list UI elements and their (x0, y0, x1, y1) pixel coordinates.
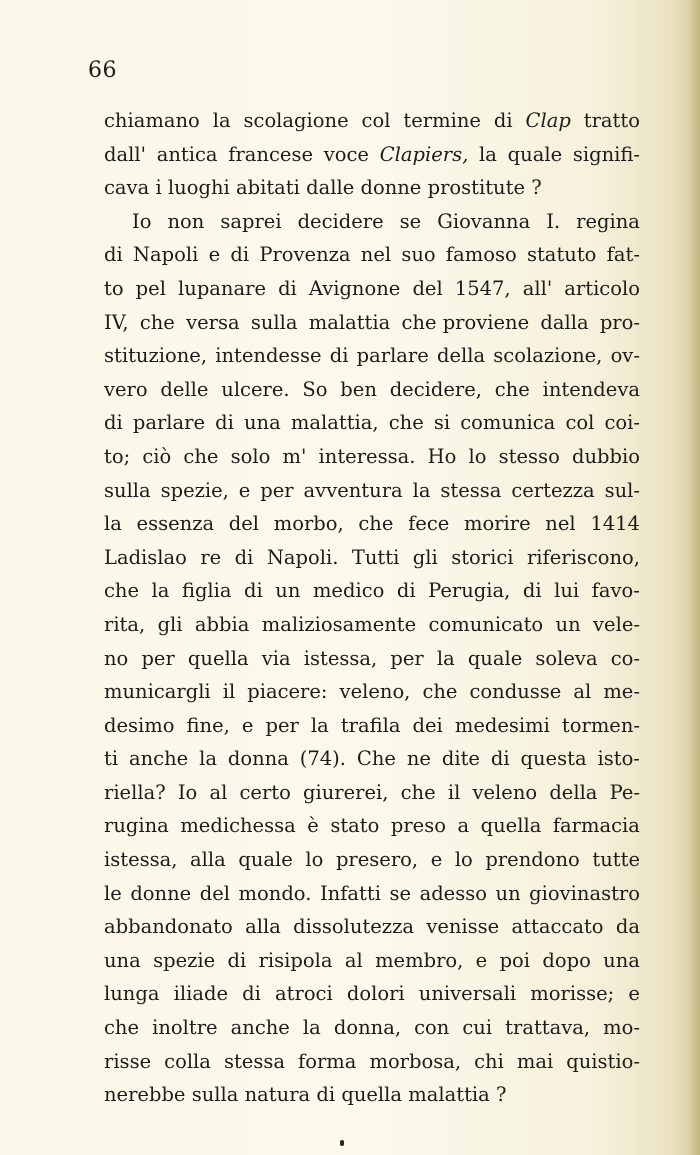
word: rugina (104, 814, 169, 838)
word: signifi- (572, 142, 640, 166)
word: abitati (235, 176, 300, 200)
word: anche (230, 1016, 290, 1040)
word: a (457, 814, 470, 838)
word: ciò (142, 444, 172, 468)
word: cui (462, 1016, 493, 1040)
word: trafila (340, 713, 401, 737)
word: anche (128, 747, 189, 771)
word: istessa, (104, 848, 178, 872)
page-number: 66 (88, 58, 117, 83)
word: quale (238, 848, 293, 872)
word: co- (610, 646, 640, 670)
word: m' (282, 444, 307, 468)
word: stituzione, (104, 344, 208, 368)
text-line (104, 675, 640, 709)
page-edge-shadow (688, 0, 700, 1155)
word: donna (227, 747, 289, 771)
text-line (104, 272, 640, 306)
text-line (104, 1011, 640, 1045)
word: pro- (599, 310, 640, 334)
word: malattia (308, 310, 391, 334)
word: e (628, 982, 640, 1006)
word: intendesse (215, 344, 322, 368)
word: tratto (583, 109, 640, 132)
word: di (227, 948, 247, 972)
word: quella (187, 646, 249, 670)
word: rita, (104, 612, 146, 636)
word: dall' (104, 142, 146, 166)
text-line (104, 709, 640, 743)
word: dalle (306, 176, 355, 200)
text-line (104, 373, 640, 407)
word: Ladislao (104, 545, 187, 569)
word: chi (474, 1049, 504, 1073)
word: di (493, 109, 513, 132)
word: pel (135, 276, 166, 300)
word: del (228, 512, 260, 536)
word: della (436, 344, 486, 368)
word: e (475, 948, 488, 972)
word: I. (546, 209, 561, 233)
word: si (433, 411, 451, 435)
text-line (104, 574, 640, 608)
word: per (260, 478, 294, 502)
word: Io (132, 209, 152, 233)
word: la (302, 1016, 321, 1040)
text-line (104, 1045, 640, 1079)
word: alla (190, 848, 226, 872)
word: alla (245, 915, 281, 939)
word: Clapiers, (379, 142, 469, 166)
word: to (104, 276, 124, 300)
word: quale (507, 142, 563, 166)
word: comunica (460, 411, 556, 435)
word: da (615, 915, 640, 939)
word: morbosa, (369, 1049, 462, 1073)
word: dopo (542, 948, 591, 972)
word: fat- (606, 243, 640, 267)
word: una (244, 411, 281, 435)
word: che (400, 780, 436, 804)
word: famoso (445, 243, 517, 267)
text-line (104, 339, 640, 373)
word: Infatti (319, 881, 381, 905)
word: lupanare (178, 276, 266, 300)
word: tormen- (561, 713, 640, 737)
word: gli (412, 545, 438, 569)
word: 1547, (454, 276, 511, 300)
word: e (238, 478, 251, 502)
word: statuto (526, 243, 597, 267)
word: giovinastro (529, 881, 640, 905)
word: IV, (104, 310, 129, 334)
word: che (104, 579, 140, 603)
word: nerebbe (104, 1083, 186, 1107)
word: malattia ? (408, 1083, 507, 1107)
word: risse (104, 1049, 152, 1073)
word: riferiscono, (526, 545, 640, 569)
text-line (104, 1078, 640, 1112)
word: venisse (426, 915, 500, 939)
word: dubbio (571, 444, 640, 468)
word: una (104, 948, 141, 972)
word: abbia (194, 612, 250, 636)
word: voce (323, 142, 369, 166)
word: col (361, 109, 391, 132)
word: i (155, 176, 162, 200)
word: le (104, 881, 122, 905)
word: dei (412, 713, 443, 737)
word: stesso (498, 444, 560, 468)
text-line (104, 440, 640, 474)
word: che (388, 411, 424, 435)
word: che (104, 1016, 140, 1040)
word: decidere (297, 209, 384, 233)
word: la (151, 579, 170, 603)
word: farmacia (552, 814, 640, 838)
word: universali (418, 982, 517, 1006)
text-line (104, 608, 640, 642)
word: Provenza (259, 243, 351, 267)
word: ulcere. (221, 377, 290, 401)
word: vele- (593, 612, 640, 636)
text-line (104, 306, 640, 340)
word: (74). (299, 747, 346, 771)
word: col (565, 411, 595, 435)
text-line (104, 642, 640, 676)
word: veleno (472, 780, 538, 804)
word: della (549, 780, 598, 804)
word: Napoli. (266, 545, 339, 569)
word: medico (312, 579, 385, 603)
text-line (104, 977, 640, 1011)
word: quella (341, 1083, 403, 1107)
word: maliziosamente (261, 612, 417, 636)
word: di (104, 243, 123, 267)
ink-speck (340, 1140, 344, 1146)
text-line (104, 205, 640, 239)
word: quella (480, 814, 542, 838)
word: Pe- (609, 780, 640, 804)
word: poi (499, 948, 531, 972)
word: stessa (223, 1049, 285, 1073)
word: Ho (427, 444, 457, 468)
word: che (494, 377, 530, 401)
word: la (479, 142, 497, 166)
word: Che (356, 747, 396, 771)
word: prendono (485, 848, 580, 872)
word: fine, (186, 713, 230, 737)
word: sulla (104, 478, 151, 502)
word: abbandonato (104, 915, 233, 939)
word: piacere: (247, 680, 328, 704)
text-line (104, 809, 640, 843)
word: la (310, 713, 329, 737)
word: donne (130, 881, 192, 905)
word: di (244, 579, 263, 603)
word: figlia (181, 579, 232, 603)
text-line (104, 507, 640, 541)
word: la (212, 109, 231, 132)
word: soleva (535, 646, 598, 670)
word: no (104, 646, 129, 670)
word: spezie, (160, 478, 229, 502)
text-line (104, 104, 640, 138)
word: sulla (250, 310, 298, 334)
text-line (104, 843, 640, 877)
word: versa (186, 310, 240, 334)
word: il (222, 680, 236, 704)
word: iliade (173, 982, 228, 1006)
word: stessa (440, 478, 502, 502)
word: è (307, 814, 319, 838)
word: coi- (604, 411, 640, 435)
text-line (104, 474, 640, 508)
word: stato (330, 814, 380, 838)
word: che (422, 680, 458, 704)
word: gli (157, 612, 183, 636)
word: all' (522, 276, 553, 300)
word: presero, (335, 848, 419, 872)
word: donna, (333, 1016, 402, 1040)
word: mondo. (238, 881, 312, 905)
word: avventura (303, 478, 403, 502)
word: storici (451, 545, 514, 569)
word: vero (104, 377, 148, 401)
text-line (104, 238, 640, 272)
word: via (261, 646, 291, 670)
word: antica (156, 142, 218, 166)
word: non (167, 209, 205, 233)
word: inoltre (152, 1016, 218, 1040)
word: nel (545, 512, 576, 536)
word: certo (239, 780, 291, 804)
word: di (329, 344, 349, 368)
word: la (436, 646, 455, 670)
word: malattia, (290, 411, 379, 435)
word: parlare (356, 344, 429, 368)
word: dite (441, 747, 480, 771)
word: Io (177, 780, 198, 804)
word: di (230, 243, 250, 267)
word: la (199, 747, 217, 771)
text-line (104, 541, 640, 575)
text-line (104, 944, 640, 978)
word: colla (164, 1049, 211, 1073)
word: termine (403, 109, 481, 132)
word: adesso (419, 881, 487, 905)
word: un (495, 881, 521, 905)
word: dissolutezza (293, 915, 414, 939)
word: comunicato (428, 612, 544, 636)
word: prostitute ? (427, 176, 542, 200)
word: ben (340, 377, 377, 401)
word: Clap (525, 109, 571, 132)
word: to; (104, 444, 131, 468)
word: di (522, 579, 542, 603)
word: che proviene (401, 310, 530, 334)
word: la (104, 512, 122, 536)
word: Tutti (351, 545, 400, 569)
word: intendeva (542, 377, 640, 401)
word: scolazione, (493, 344, 603, 368)
word: e (430, 848, 443, 872)
word: medichessa (180, 814, 296, 838)
word: parlare (132, 411, 206, 435)
word: per (141, 646, 175, 670)
word: essenza (136, 512, 215, 536)
word: istessa, (303, 646, 378, 670)
word: re (200, 545, 222, 569)
word: di (104, 411, 123, 435)
word: scolagione (243, 109, 349, 132)
word: e (241, 713, 254, 737)
word: morbo, (273, 512, 344, 536)
word: francese (228, 142, 313, 166)
word: So (302, 377, 328, 401)
word: mai (516, 1049, 554, 1073)
word: Giovanna (437, 209, 531, 233)
word: lunga (104, 982, 160, 1006)
word: lo (454, 848, 473, 872)
word: una (603, 948, 640, 972)
word: dalla (540, 310, 589, 334)
word: con (414, 1016, 450, 1040)
word: se (389, 881, 412, 905)
word: suo (401, 243, 436, 267)
word: preso (390, 814, 446, 838)
word: di (396, 579, 416, 603)
word: articolo (564, 276, 640, 300)
word: questa (520, 747, 587, 771)
text-line (104, 776, 640, 810)
word: atroci (275, 982, 333, 1006)
text-line (104, 138, 640, 172)
text-line (104, 406, 640, 440)
word: lo (305, 848, 324, 872)
text-line (104, 742, 640, 776)
word: di (490, 747, 510, 771)
word: un (555, 612, 581, 636)
word: 1414 (590, 512, 640, 536)
word: sulla (191, 1083, 239, 1107)
word: municargli (104, 680, 211, 704)
body-text (104, 104, 640, 1112)
text-line (104, 910, 640, 944)
word: ne (406, 747, 431, 771)
word: riella? (104, 780, 166, 804)
word: decidere, (389, 377, 482, 401)
word: e (208, 243, 221, 267)
word: me- (603, 680, 640, 704)
word: natura (244, 1083, 311, 1107)
word: di (278, 276, 297, 300)
word: trattava, (505, 1016, 591, 1040)
word: al (573, 680, 592, 704)
word: luoghi (167, 176, 230, 200)
word: interessa. (318, 444, 416, 468)
word: Perugia, (428, 579, 511, 603)
word: saprei (220, 209, 282, 233)
word: ov- (610, 344, 640, 368)
word: regina (576, 209, 640, 233)
word: sul- (604, 478, 640, 502)
word: del (199, 881, 230, 905)
word: chiamano (104, 109, 200, 132)
word: di (215, 411, 234, 435)
word: se (399, 209, 422, 233)
word: di (234, 545, 254, 569)
text-line (104, 877, 640, 911)
word: mo- (603, 1016, 640, 1040)
word: favo- (591, 579, 640, 603)
word: per (265, 713, 299, 737)
word: forma (298, 1049, 357, 1073)
word: donne (360, 176, 422, 200)
word: condusse (469, 680, 562, 704)
word: quale (467, 646, 523, 670)
word: medesimi (454, 713, 550, 737)
word: tutte (592, 848, 640, 872)
word: delle (160, 377, 209, 401)
word: che (183, 444, 219, 468)
word: risipola (258, 948, 333, 972)
word: del (412, 276, 443, 300)
word: un (275, 579, 301, 603)
word: desimo (104, 713, 175, 737)
word: ti (104, 747, 119, 771)
word: di (316, 1083, 336, 1107)
word: quistio- (566, 1049, 640, 1073)
word: il (447, 780, 461, 804)
word: morisse; (530, 982, 615, 1006)
word: cava (104, 176, 150, 200)
word: Avignone (308, 276, 401, 300)
word: lo (468, 444, 487, 468)
text-line (104, 171, 640, 205)
word: veleno, (339, 680, 411, 704)
word: lui (554, 579, 580, 603)
word: di (242, 982, 261, 1006)
word: che (358, 512, 394, 536)
word: isto- (597, 747, 640, 771)
word: al (344, 948, 363, 972)
word: solo (230, 444, 271, 468)
word: la (412, 478, 431, 502)
word: giurerei, (303, 780, 389, 804)
word: certezza (511, 478, 595, 502)
word: Napoli (132, 243, 199, 267)
word: per (390, 646, 424, 670)
word: nel (360, 243, 392, 267)
word: fece (408, 512, 450, 536)
word: che (139, 310, 175, 334)
word: dolori (346, 982, 405, 1006)
word: al (209, 780, 228, 804)
word: attaccato (511, 915, 604, 939)
word: membro, (375, 948, 464, 972)
word: morire (463, 512, 531, 536)
word: spezie (153, 948, 216, 972)
